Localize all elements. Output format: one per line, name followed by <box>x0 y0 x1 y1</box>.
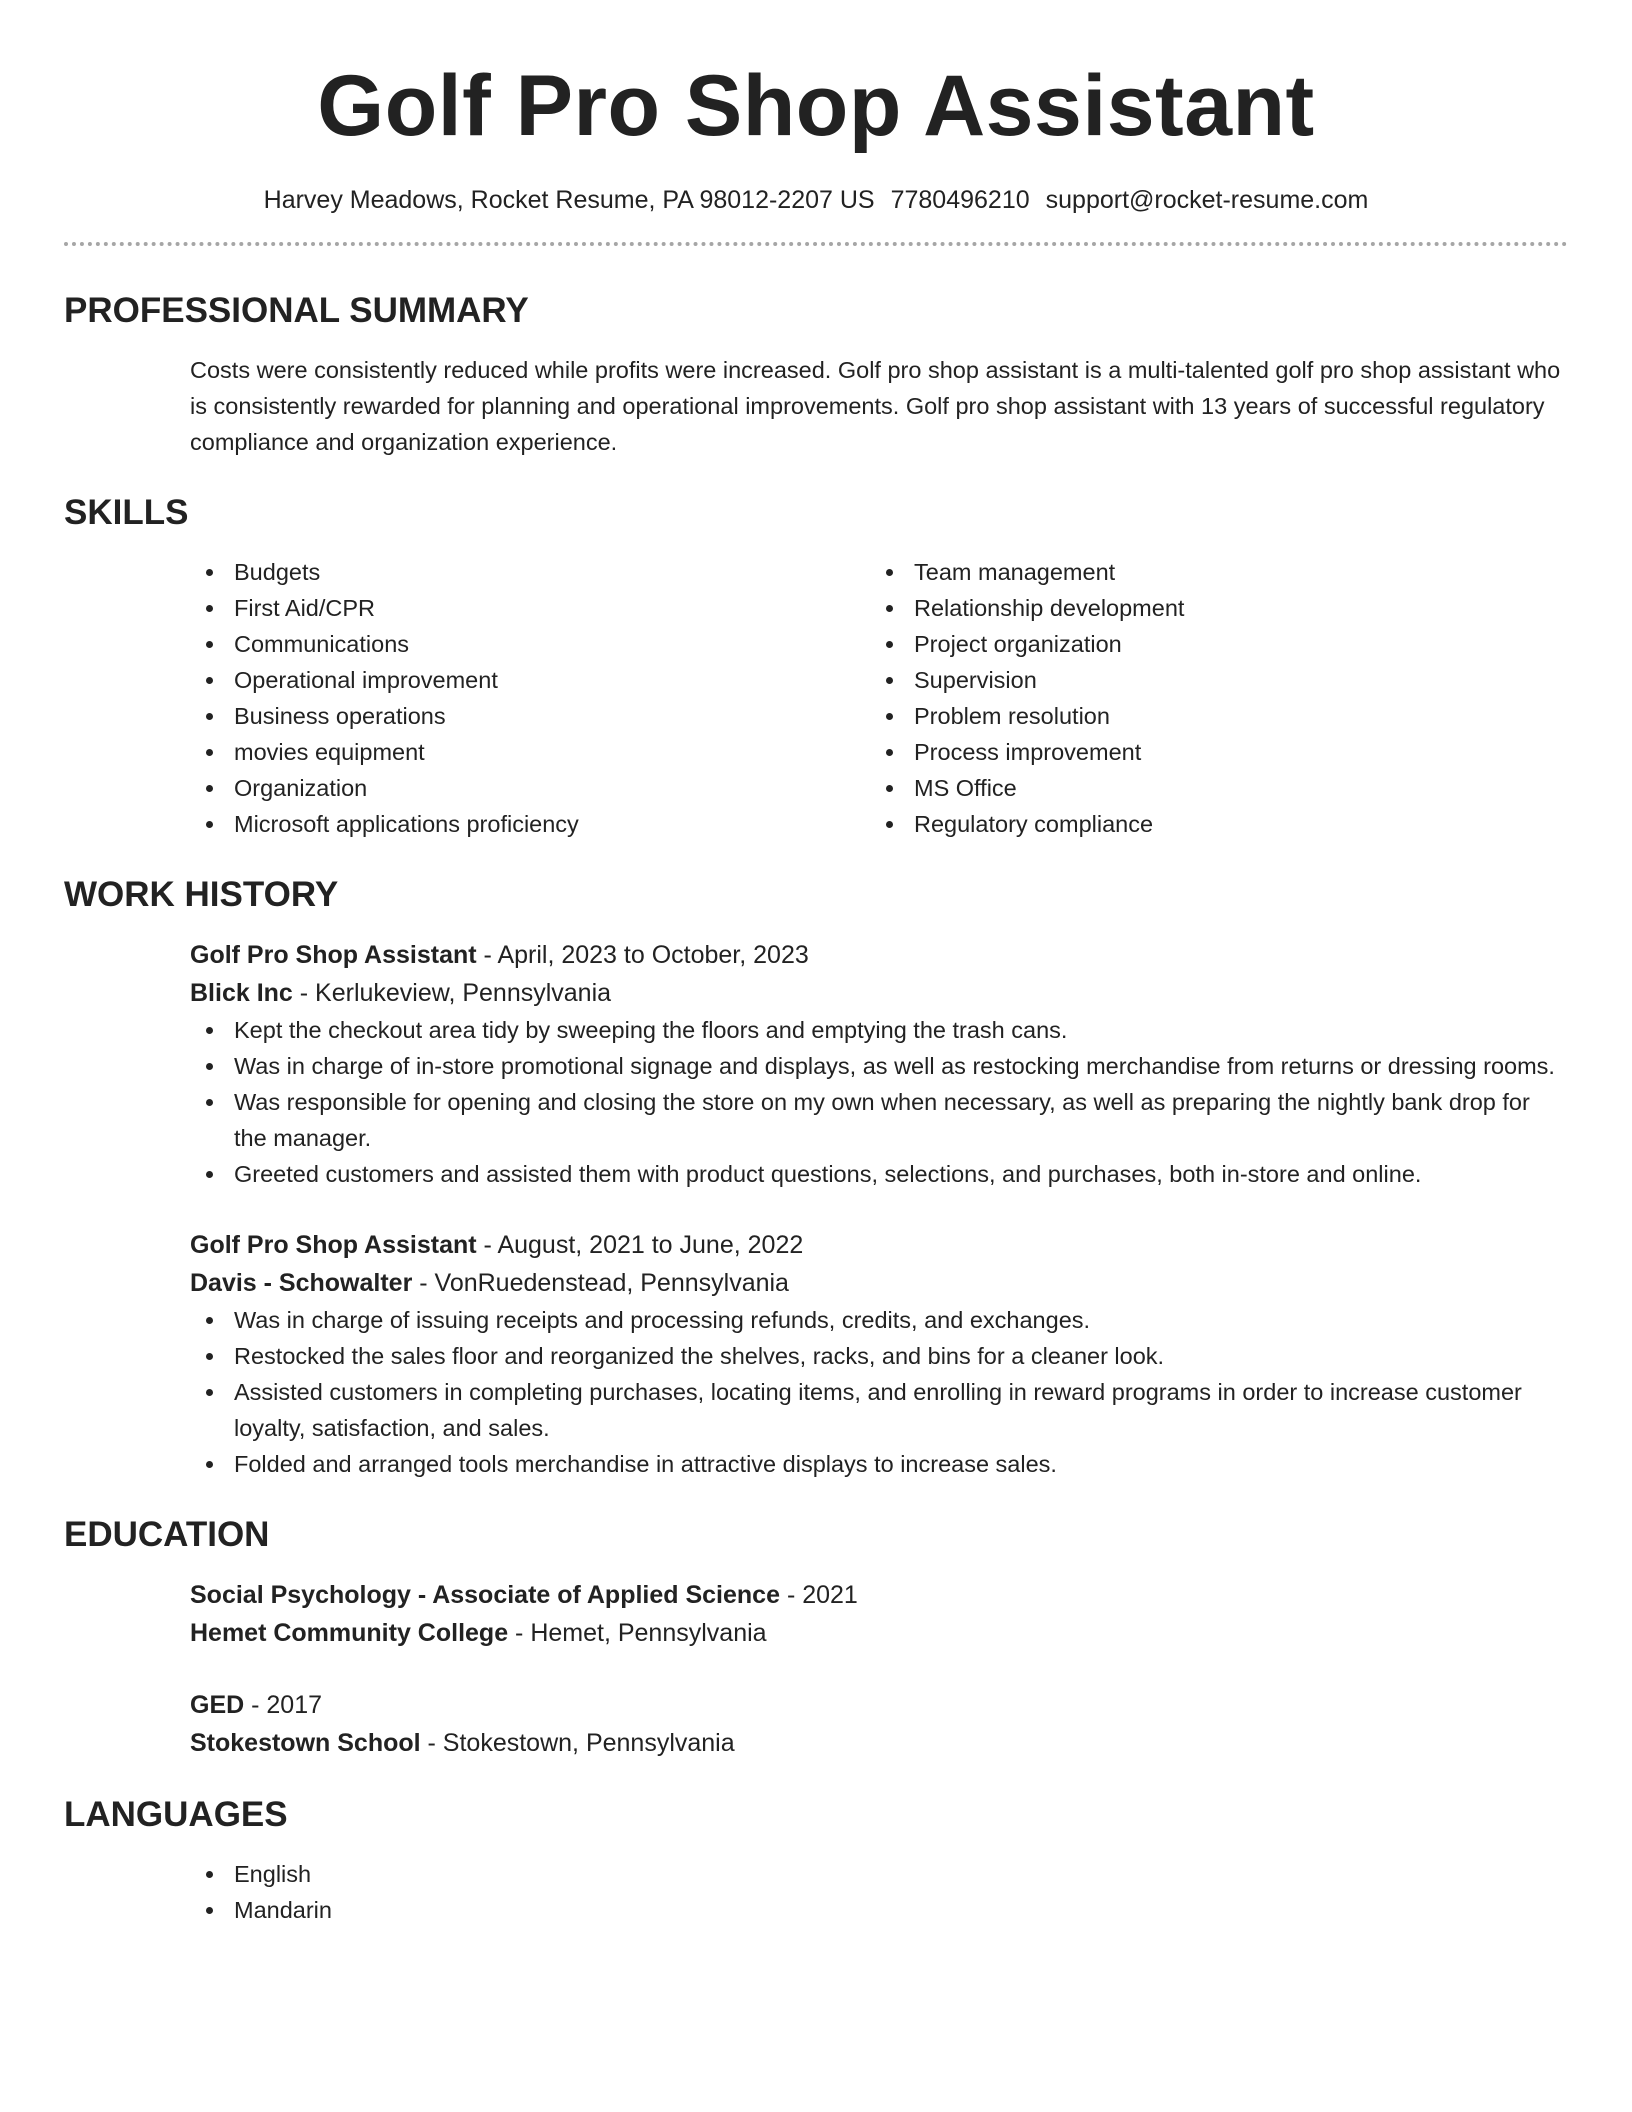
list-item: Greeted customers and assisted them with product questions, selections, and purchases, both in-store and online. <box>190 1156 1568 1192</box>
education-school: Hemet Community College <box>190 1619 509 1647</box>
skills-section <box>64 492 1568 842</box>
job-title-line <box>190 1226 1568 1264</box>
list-item: English <box>190 1856 1568 1892</box>
list-item: Was responsible for opening and closing the store on my own when necessary, as well as preparing the nightly bank drop for the manager. <box>190 1084 1568 1156</box>
job-role: Golf Pro Shop Assistant <box>190 941 477 969</box>
languages-section <box>64 1794 1568 1928</box>
skills-column-left <box>190 554 870 842</box>
list-item: Kept the checkout area tidy by sweeping the floors and emptying the trash cans. <box>190 1012 1568 1048</box>
list-item: Operational improvement <box>190 662 870 698</box>
skills-title: SKILLS <box>64 493 189 532</box>
list-item: movies equipment <box>190 734 870 770</box>
education-entry <box>190 1576 1568 1652</box>
candidate-name: Golf Pro Shop Assistant <box>317 58 1315 154</box>
list-item: Was in charge of in-store promotional signage and displays, as well as restocking merchandise from returns or dressing rooms. <box>190 1048 1568 1084</box>
education-school-line <box>190 1724 1568 1762</box>
job-role: Golf Pro Shop Assistant <box>190 1231 477 1259</box>
list-item: MS Office <box>870 770 1550 806</box>
skills-list-right <box>870 554 1550 842</box>
contact-line <box>64 184 1568 216</box>
education-year: - 2021 <box>780 1581 858 1609</box>
list-item: Was in charge of issuing receipts and processing refunds, credits, and exchanges. <box>190 1302 1568 1338</box>
job-entry <box>190 1226 1568 1482</box>
header-divider <box>64 242 1568 246</box>
contact-phone: 7780496210 <box>890 186 1030 214</box>
skills-grid <box>190 554 1568 842</box>
contact-address: Harvey Meadows, Rocket Resume, PA 98012-2207 US <box>263 186 875 214</box>
languages-title: LANGUAGES <box>64 1795 288 1834</box>
skills-column-right <box>870 554 1550 842</box>
list-item: Assisted customers in completing purchases, locating items, and enrolling in reward programs in order to increase customer loyalty, satisfaction, and sales. <box>190 1374 1568 1446</box>
job-company: Davis - Schowalter <box>190 1269 413 1297</box>
list-item: Mandarin <box>190 1892 1568 1928</box>
education-degree-line <box>190 1686 1568 1724</box>
languages-list <box>190 1856 1568 1928</box>
education-body <box>190 1576 1568 1762</box>
summary-text: Costs were consistently reduced while profits were increased. Golf pro shop assistant is a multi-talented golf pro shop assistant who is consistently rewarded for planning and operational improvements. Golf pro shop assistant with 13 years of successful regulatory compliance and organization experience. <box>190 357 1561 455</box>
education-location: - Hemet, Pennsylvania <box>508 1619 767 1647</box>
education-school-line <box>190 1614 1568 1652</box>
job-duties-list <box>190 1012 1568 1192</box>
resume-header <box>64 0 1568 246</box>
job-company-line <box>190 974 1568 1012</box>
list-item: Business operations <box>190 698 870 734</box>
job-dates: - April, 2023 to October, 2023 <box>476 941 809 969</box>
list-item: Relationship development <box>870 590 1550 626</box>
job-title-line <box>190 936 1568 974</box>
list-item: Microsoft applications proficiency <box>190 806 870 842</box>
work-history-section <box>64 874 1568 1482</box>
skills-list-left <box>190 554 870 842</box>
summary-title: PROFESSIONAL SUMMARY <box>64 291 529 330</box>
list-item: Budgets <box>190 554 870 590</box>
job-entry <box>190 936 1568 1192</box>
education-school: Stokestown School <box>190 1729 421 1757</box>
job-company: Blick Inc <box>190 979 293 1007</box>
list-item: Problem resolution <box>870 698 1550 734</box>
job-location: - Kerlukeview, Pennsylvania <box>292 979 612 1007</box>
education-degree-line <box>190 1576 1568 1614</box>
contact-email: support@rocket-resume.com <box>1045 186 1369 214</box>
education-entry <box>190 1686 1568 1762</box>
work-history-title: WORK HISTORY <box>64 875 339 914</box>
job-dates: - August, 2021 to June, 2022 <box>476 1231 804 1259</box>
education-degree: Social Psychology - Associate of Applied Science <box>190 1581 780 1609</box>
education-title: EDUCATION <box>64 1515 270 1554</box>
languages-body <box>190 1856 1568 1928</box>
education-year: - 2017 <box>244 1691 323 1719</box>
education-degree: GED <box>190 1691 245 1719</box>
summary-body <box>190 352 1568 460</box>
list-item: Process improvement <box>870 734 1550 770</box>
list-item: Team management <box>870 554 1550 590</box>
list-item: Communications <box>190 626 870 662</box>
list-item: Project organization <box>870 626 1550 662</box>
list-item: Restocked the sales floor and reorganized the shelves, racks, and bins for a cleaner look. <box>190 1338 1568 1374</box>
education-location: - Stokestown, Pennsylvania <box>420 1729 735 1757</box>
list-item: Folded and arranged tools merchandise in attractive displays to increase sales. <box>190 1446 1568 1482</box>
list-item: Organization <box>190 770 870 806</box>
job-company-line <box>190 1264 1568 1302</box>
education-section <box>64 1514 1568 1762</box>
job-location: - VonRuedenstead, Pennsylvania <box>412 1269 789 1297</box>
list-item: Regulatory compliance <box>870 806 1550 842</box>
summary-section <box>64 290 1568 460</box>
list-item: Supervision <box>870 662 1550 698</box>
work-history-body <box>190 936 1568 1482</box>
job-duties-list <box>190 1302 1568 1482</box>
list-item: First Aid/CPR <box>190 590 870 626</box>
